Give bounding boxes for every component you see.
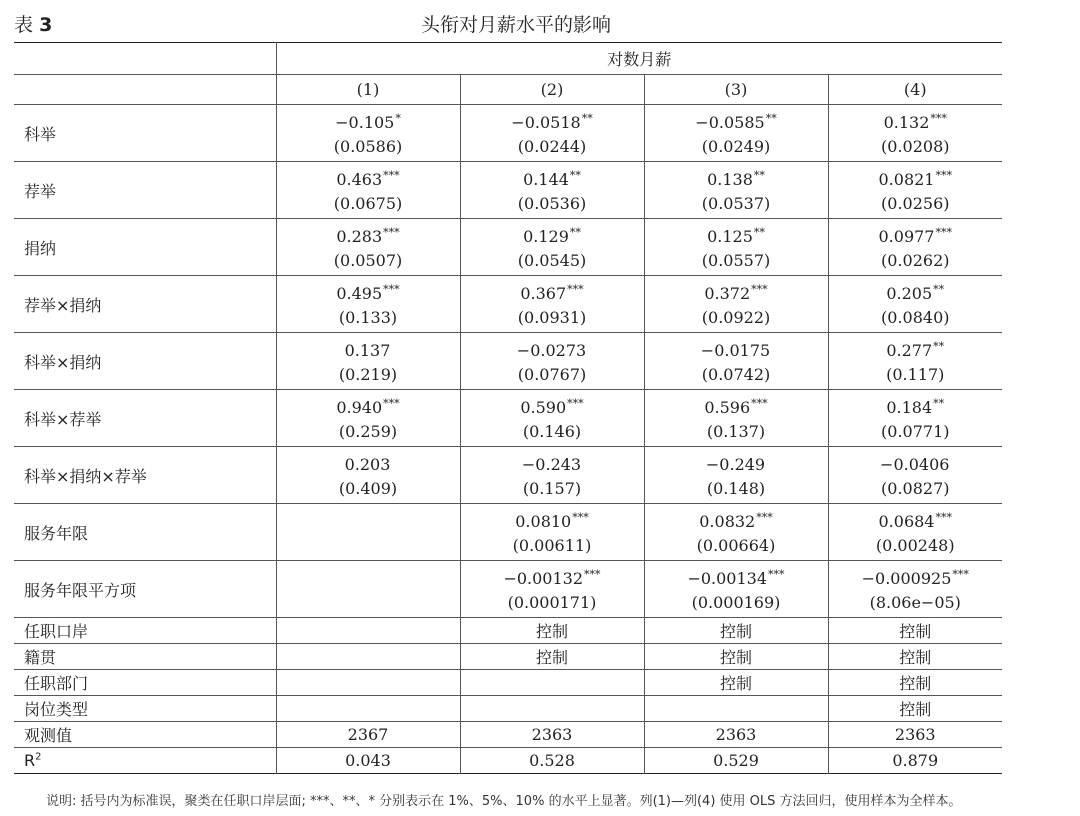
coef-value <box>461 162 644 190</box>
coef-row <box>14 162 1002 219</box>
coef-value <box>829 447 1003 475</box>
coef-value <box>461 105 644 133</box>
standard-error: (0.0586) <box>333 137 403 156</box>
coefficient: 0.144 <box>523 170 569 189</box>
coefficient: 0.277 <box>886 341 933 360</box>
coef-cell <box>828 333 1002 390</box>
coef-value <box>461 276 644 304</box>
coef-value <box>645 162 828 190</box>
row-label: 任职口岸 <box>14 618 276 644</box>
coef-cell <box>828 219 1002 276</box>
coef-cell <box>828 105 1002 162</box>
standard-error: (0.117) <box>886 365 945 384</box>
coefficient: 0.203 <box>344 455 391 474</box>
coef-row <box>14 504 1002 561</box>
coef-value <box>645 561 828 589</box>
coef-cell <box>828 561 1002 618</box>
standard-error <box>277 532 460 560</box>
coef-value <box>829 561 1003 589</box>
coef-value <box>645 390 828 418</box>
stat-row <box>14 722 1002 748</box>
row-label: 科举×捐纳×荐举 <box>14 447 276 504</box>
coef-cell <box>460 219 644 276</box>
significance-stars: *** <box>751 283 768 296</box>
coefficient: −0.0175 <box>700 341 771 360</box>
coef-value <box>829 333 1003 361</box>
control-cell: 控制 <box>828 696 1002 722</box>
standard-error: (0.0545) <box>517 251 587 270</box>
significance-stars: ** <box>581 112 593 125</box>
coefficient: −0.105 <box>335 113 395 132</box>
coefficient: 0.132 <box>883 113 930 132</box>
coef-cell <box>460 105 644 162</box>
coef-value <box>277 390 460 418</box>
standard-error: (0.0244) <box>517 137 587 156</box>
coef-row <box>14 333 1002 390</box>
significance-stars: ** <box>753 169 765 182</box>
regression-table <box>14 42 1002 774</box>
coef-cell <box>460 447 644 504</box>
coefficient: 0.138 <box>707 170 753 189</box>
coef-value <box>645 504 828 532</box>
coefficient: −0.0406 <box>880 455 950 474</box>
coefficient: 0.129 <box>523 227 569 246</box>
row-label: 荐举 <box>14 162 276 219</box>
header-group-label: 对数月薪 <box>276 43 1002 75</box>
significance-stars: *** <box>935 169 952 182</box>
row-label-text: R <box>24 751 36 770</box>
standard-error: (0.137) <box>706 422 766 441</box>
coef-value <box>645 105 828 133</box>
significance-stars: ** <box>569 226 581 239</box>
coef-value <box>277 504 460 532</box>
control-cell: 控制 <box>828 618 1002 644</box>
standard-error: (0.146) <box>522 422 582 441</box>
standard-error: (0.219) <box>338 365 398 384</box>
standard-error: (0.000171) <box>507 593 597 612</box>
coef-cell <box>460 333 644 390</box>
standard-error: (0.157) <box>522 479 582 498</box>
significance-stars: *** <box>567 283 584 296</box>
column-header: (3) <box>644 75 828 105</box>
coef-cell <box>276 561 460 618</box>
control-cell <box>460 696 644 722</box>
control-cell <box>276 696 460 722</box>
stat-cell: 0.528 <box>460 748 644 774</box>
coef-cell <box>460 390 644 447</box>
coef-value <box>277 105 460 133</box>
coef-cell <box>460 504 644 561</box>
significance-stars: *** <box>935 511 952 524</box>
table-note: 说明: 括号内为标准误，聚类在任职口岸层面; ***、**、* 分别表示在 1%、5%、10% 的水平上显著。列(1)—列(4) 使用 OLS 方法回归，使用样本为全样本。 <box>46 794 962 809</box>
table-title-row <box>14 8 1004 36</box>
coefficient: 0.205 <box>886 284 933 303</box>
coef-value <box>461 390 644 418</box>
stat-row <box>14 748 1002 774</box>
standard-error: (0.0507) <box>333 251 403 270</box>
control-cell <box>276 644 460 670</box>
coef-value <box>461 561 644 589</box>
coefficient: 0.0810 <box>515 512 572 531</box>
coef-cell <box>644 105 828 162</box>
table-title: 头衔对月薪水平的影响 <box>420 14 611 36</box>
standard-error: (0.0536) <box>517 194 587 213</box>
coef-cell <box>276 504 460 561</box>
coefficient: 0.137 <box>344 341 391 360</box>
control-row <box>14 670 1002 696</box>
standard-error: (0.00611) <box>512 536 592 555</box>
coefficient: −0.000925 <box>861 569 952 588</box>
standard-error: (0.0840) <box>881 308 950 327</box>
coef-cell <box>828 162 1002 219</box>
significance-stars: *** <box>572 511 589 524</box>
coef-cell <box>828 447 1002 504</box>
standard-error: (0.0675) <box>333 194 403 213</box>
row-label <box>14 748 276 774</box>
stat-cell: 0.879 <box>828 748 1002 774</box>
standard-error: (0.409) <box>338 479 398 498</box>
control-row <box>14 644 1002 670</box>
coef-value <box>645 276 828 304</box>
control-cell: 控制 <box>644 670 828 696</box>
coefficient: −0.00134 <box>687 569 768 588</box>
coef-value <box>277 447 460 475</box>
coef-cell <box>460 276 644 333</box>
significance-stars: *** <box>935 226 952 239</box>
coef-cell <box>276 447 460 504</box>
control-cell: 控制 <box>828 644 1002 670</box>
stat-cell: 2363 <box>644 722 828 748</box>
row-label: 科举 <box>14 105 276 162</box>
coef-cell <box>644 504 828 561</box>
coef-row <box>14 561 1002 618</box>
significance-stars: * <box>395 112 401 125</box>
coefficient: 0.372 <box>704 284 751 303</box>
control-cell <box>276 670 460 696</box>
coef-value <box>277 561 460 589</box>
standard-error: (0.0767) <box>517 365 587 384</box>
coef-row <box>14 390 1002 447</box>
coefficient: 0.0977 <box>878 227 935 246</box>
row-label: 岗位类型 <box>14 696 276 722</box>
coefficient: 0.0684 <box>878 512 935 531</box>
coef-cell <box>828 276 1002 333</box>
coefficient: −0.0585 <box>695 113 765 132</box>
coef-cell <box>276 162 460 219</box>
row-label: 籍贯 <box>14 644 276 670</box>
coef-value <box>645 219 828 247</box>
coefficient: 0.495 <box>336 284 383 303</box>
coef-cell <box>276 333 460 390</box>
significance-stars: *** <box>383 397 400 410</box>
significance-stars: ** <box>933 283 945 296</box>
significance-stars: *** <box>930 112 947 125</box>
coefficient: 0.125 <box>707 227 753 246</box>
coef-value <box>829 276 1003 304</box>
row-label: 荐举×捐纳 <box>14 276 276 333</box>
stat-cell: 2363 <box>828 722 1002 748</box>
standard-error: (8.06e−05) <box>869 593 961 612</box>
control-cell: 控制 <box>644 618 828 644</box>
coef-cell <box>276 390 460 447</box>
significance-stars: ** <box>933 397 945 410</box>
control-cell: 控制 <box>460 644 644 670</box>
control-cell <box>276 618 460 644</box>
stat-cell: 2363 <box>460 722 644 748</box>
coef-value <box>461 219 644 247</box>
stat-cell: 0.529 <box>644 748 828 774</box>
standard-error: (0.148) <box>706 479 766 498</box>
coefficient: 0.184 <box>886 398 933 417</box>
standard-error: (0.0256) <box>881 194 950 213</box>
standard-error: (0.133) <box>338 308 398 327</box>
coef-value <box>829 504 1003 532</box>
control-cell: 控制 <box>460 618 644 644</box>
row-label: 捐纳 <box>14 219 276 276</box>
coef-cell <box>828 504 1002 561</box>
coefficient: −0.0518 <box>511 113 581 132</box>
coef-value <box>277 219 460 247</box>
control-cell <box>460 670 644 696</box>
coefficient: −0.00132 <box>503 569 584 588</box>
significance-stars: ** <box>569 169 581 182</box>
significance-stars: *** <box>383 283 400 296</box>
significance-stars: ** <box>753 226 765 239</box>
row-label: 科举×捐纳 <box>14 333 276 390</box>
coefficient: 0.940 <box>336 398 383 417</box>
coef-value <box>829 105 1003 133</box>
standard-error: (0.00664) <box>696 536 776 555</box>
coefficient: 0.463 <box>336 170 383 189</box>
column-header: (1) <box>276 75 460 105</box>
coef-value <box>461 447 644 475</box>
significance-stars: *** <box>952 568 969 581</box>
control-row <box>14 618 1002 644</box>
coef-value <box>277 162 460 190</box>
stat-cell: 0.043 <box>276 748 460 774</box>
coef-cell <box>276 105 460 162</box>
standard-error: (0.0742) <box>701 365 771 384</box>
column-header-row <box>14 75 1002 105</box>
coef-cell <box>644 219 828 276</box>
table-number: 3 <box>39 14 53 36</box>
coef-cell <box>460 561 644 618</box>
coef-value <box>829 390 1003 418</box>
row-label <box>14 722 276 748</box>
coefficient: 0.0821 <box>878 170 935 189</box>
standard-error: (0.00248) <box>875 536 955 555</box>
standard-error: (0.0827) <box>881 479 950 498</box>
standard-error: (0.0262) <box>881 251 950 270</box>
standard-error: (0.0249) <box>701 137 771 156</box>
row-label: 服务年限平方项 <box>14 561 276 618</box>
standard-error: (0.0208) <box>881 137 950 156</box>
significance-stars: *** <box>383 169 400 182</box>
coef-value <box>645 333 828 361</box>
significance-stars: *** <box>584 568 601 581</box>
column-header: (4) <box>828 75 1002 105</box>
header-group-row <box>14 43 1002 75</box>
coefficient: 0.0832 <box>699 512 756 531</box>
coefficient: 0.367 <box>520 284 567 303</box>
coefficient: 0.596 <box>704 398 751 417</box>
control-cell: 控制 <box>828 670 1002 696</box>
control-cell <box>644 696 828 722</box>
row-label: 任职部门 <box>14 670 276 696</box>
standard-error: (0.259) <box>338 422 398 441</box>
coef-cell <box>644 390 828 447</box>
row-label: 科举×荐举 <box>14 390 276 447</box>
coef-cell <box>276 276 460 333</box>
standard-error: (0.0931) <box>517 308 587 327</box>
row-label: 服务年限 <box>14 504 276 561</box>
coefficient: 0.590 <box>520 398 567 417</box>
coefficient: −0.249 <box>705 455 766 474</box>
stat-cell: 2367 <box>276 722 460 748</box>
coef-value <box>461 504 644 532</box>
coefficient: −0.0273 <box>516 341 587 360</box>
standard-error: (0.0557) <box>701 251 771 270</box>
table-label-text: 表 <box>14 14 34 36</box>
significance-stars: ** <box>765 112 777 125</box>
standard-error: (0.0537) <box>701 194 771 213</box>
coef-row <box>14 105 1002 162</box>
row-label-text: 观测值 <box>24 726 73 745</box>
significance-stars: *** <box>567 397 584 410</box>
coef-cell <box>644 162 828 219</box>
coef-value <box>461 333 644 361</box>
coef-cell <box>644 561 828 618</box>
control-cell: 控制 <box>644 644 828 670</box>
coef-cell <box>644 276 828 333</box>
significance-stars: *** <box>756 511 773 524</box>
coef-cell <box>460 162 644 219</box>
coef-value <box>277 276 460 304</box>
standard-error: (0.0922) <box>701 308 771 327</box>
coefficient: 0.283 <box>336 227 383 246</box>
column-header: (2) <box>460 75 644 105</box>
standard-error <box>277 589 460 617</box>
coef-value <box>829 162 1003 190</box>
coef-row <box>14 219 1002 276</box>
significance-stars: *** <box>383 226 400 239</box>
coef-row <box>14 447 1002 504</box>
row-label-sup: 2 <box>35 751 42 763</box>
standard-error: (0.000169) <box>691 593 781 612</box>
coef-cell <box>644 447 828 504</box>
coefficient: −0.243 <box>521 455 582 474</box>
coef-cell <box>644 333 828 390</box>
standard-error: (0.0771) <box>881 422 950 441</box>
significance-stars: ** <box>933 340 945 353</box>
significance-stars: *** <box>751 397 768 410</box>
coef-value <box>829 219 1003 247</box>
coef-cell <box>828 390 1002 447</box>
coef-cell <box>276 219 460 276</box>
control-row <box>14 696 1002 722</box>
significance-stars: *** <box>768 568 785 581</box>
coef-value <box>277 333 460 361</box>
coef-row <box>14 276 1002 333</box>
coef-value <box>645 447 828 475</box>
